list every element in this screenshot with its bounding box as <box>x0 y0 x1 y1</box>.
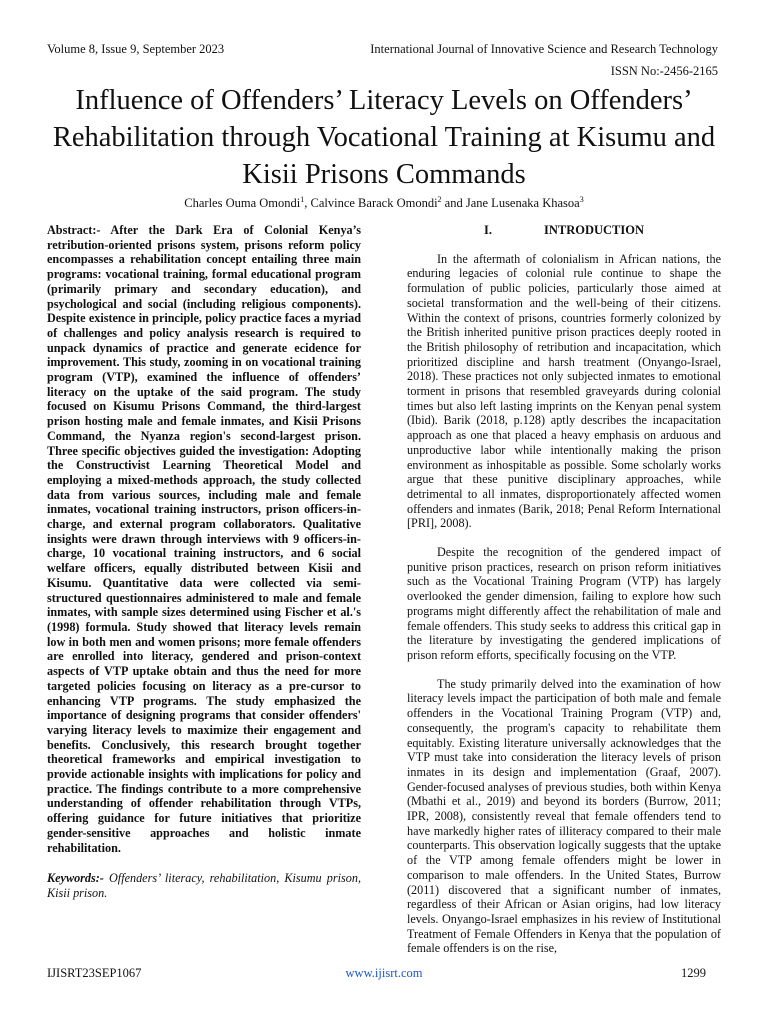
author-list <box>0 195 768 211</box>
author-1: Charles Ouma Omondi <box>184 196 301 211</box>
footer-code: IJISRT23SEP1067 <box>47 966 142 980</box>
section-heading <box>407 223 721 238</box>
author-2: , Calvince Barack Omondi <box>304 196 438 211</box>
abstract: Abstract:- After the Dark Era of Colonial Kenya’s retribution-oriented prisons system, prisons reform policy encompasses a rehabilitation concept entailing three main programs: vocational training, formal educational program (primarily primary and secondary education), and psychological and social (including religious components). Despite existence in principle, policy practice faces a myriad of challenges and policy analysis research is required to unpack dynamics of practice and generate ecidence for improvement. This study, zooming in on vocational training program (VTP), examined the influence of offenders’ literacy on the uptake of the said program. The study focused on Kisumu Prisons Command, the third-largest prison hosting male and female inmates, and Kisii Prisons Command, the Nyanza region's second-largest prison. Three specific objectives guided the investigation: Adopting the Constructivist Learning Theoretical Model and employing a mixed-methods approach, the study collected data from various sources, including male and female inmates, vocational training instructors, prison officers-in-charge, and external program collaborators. Qualitative insights were drawn through interviews with 9 officers-in-charge, 10 vocational training instructors, and 6 social welfare officers, equally distributed between Kisii and Kisumu. Quantitative data were collected via semi-structured questionnaires administered to male and female inmates, with sample sizes determined using Fischer et al.'s (1998) formula. Study showed that literacy levels remain low in both men and women prisons; more female offenders are enrolled into literacy, gendered and prison-context aspects of VTP uptake obtain and thus the need for more targeted policies focusing on literacy as a pre-cursor to enhancing VTP programs. The study emphasized the importance of designing programs that consider offenders' varying literacy levels to maximize their engagement and benefits. Conclusively, this research brought together theoretical frameworks and empirical investigation to provide actionable insights with implications for policy and practice. The findings contribute to a more comprehensive understanding of offender rehabilitation through VTPs, offering guidance for future initiatives that prioritize gender-sensitive approaches and holistic inmate rehabilitation. <box>47 223 361 855</box>
paragraph: Despite the recognition of the gendered impact of punitive prison practices, research on prison reform initiatives such as the Vocational Training Program (VTP) has largely overlooked the gender dimension, failing to explore how such programs might differently affect the rehabilitation of male and female offenders. This study seeks to address this critical gap in the literature by investigating the gendered implications of prison reform efforts, specifically focusing on the VTP. <box>407 545 721 662</box>
section-number: I. <box>483 223 492 237</box>
author-1-affiliation: 1 <box>300 195 305 204</box>
section-title: INTRODUCTION <box>543 223 644 237</box>
author-3: and Jane Lusenaka Khasoa <box>441 196 580 211</box>
header-volume: Volume 8, Issue 9, September 2023 <box>47 42 225 56</box>
author-3-affiliation: 3 <box>579 195 584 204</box>
paragraph: The study primarily delved into the examination of how literacy levels impact the participation of both male and female offenders in the Vocational Training Program (VTP) and, consequently, the program's capacity to rehabilitate them equitably. Existing literature universally acknowledges that the VTP must take into consideration the literacy levels of prison inmates in its design and implementation (Graaf, 2007). Gender-focused analyses of previous studies, both within Kenya (Mbathi et al., 2019) and beyond its borders (Burrow, 2011; IPR, 2008), consistently reveal that female offenders tend to have markedly higher rates of illiteracy compared to their male counterparts. This observation logically suggests that the uptake of the VTP among female offenders might be lower in comparison to male offenders. In the United States, Burrow (2011) discovered that a significant number of inmates, regardless of their African or Asian origins, had low literacy levels. Onyango-Israel emphasizes in his review of Institutional Treatment of Female Offenders in Kenya that the population of female offenders is on the rise, <box>407 676 721 956</box>
footer-url-link[interactable]: www.ijisrt.com <box>345 966 423 980</box>
page-number: 1299 <box>681 966 706 980</box>
header-journal: International Journal of Innovative Science and Research Technology <box>370 42 718 56</box>
left-column <box>47 223 361 901</box>
keywords-label: Keywords:- <box>47 871 104 886</box>
header-issn: ISSN No:-2456-2165 <box>610 64 718 78</box>
paper-title: Influence of Offenders’ Literacy Levels on Offenders’ Rehabilitation through Vocational Training at Kisumu and Kisii Prisons Commands <box>52 85 716 190</box>
keywords-text: Offenders’ literacy, rehabilitation, Kisumu prison, Kisii prison. <box>47 871 361 900</box>
keywords <box>47 871 361 900</box>
author-2-affiliation: 2 <box>437 195 442 204</box>
right-column <box>407 223 721 970</box>
paragraph: In the aftermath of colonialism in African nations, the enduring legacies of colonial rule continue to shape the formulation of public policies, particularly those aimed at societal transformation and the well-being of their citizens. Within the context of prisons, countries formerly colonized by the British inherited punitive prison practices deeply rooted in the British philosophy of retribution and incapacitation, which prioritized discipline and harsh treatment (Onyango-Israel, 2018). These practices not only subjected inmates to emotional torment in prisons that resembled graveyards during colonial times but also left lasting imprints on the Kenyan penal system (Ibid). Barik (2018, p.128) aptly describes the incapacitation approach as one that placed a heavy emphasis on arduous and unproductive labor while intentionally making the prison environment as inhospitable as possible. Some scholarly works argue that these punitive disciplinary approaches, while detrimental to all inmates, disproportionately affected women offenders and inmates (Barik, 2018; Penal Reform International [PRI], 2008). <box>407 251 721 531</box>
